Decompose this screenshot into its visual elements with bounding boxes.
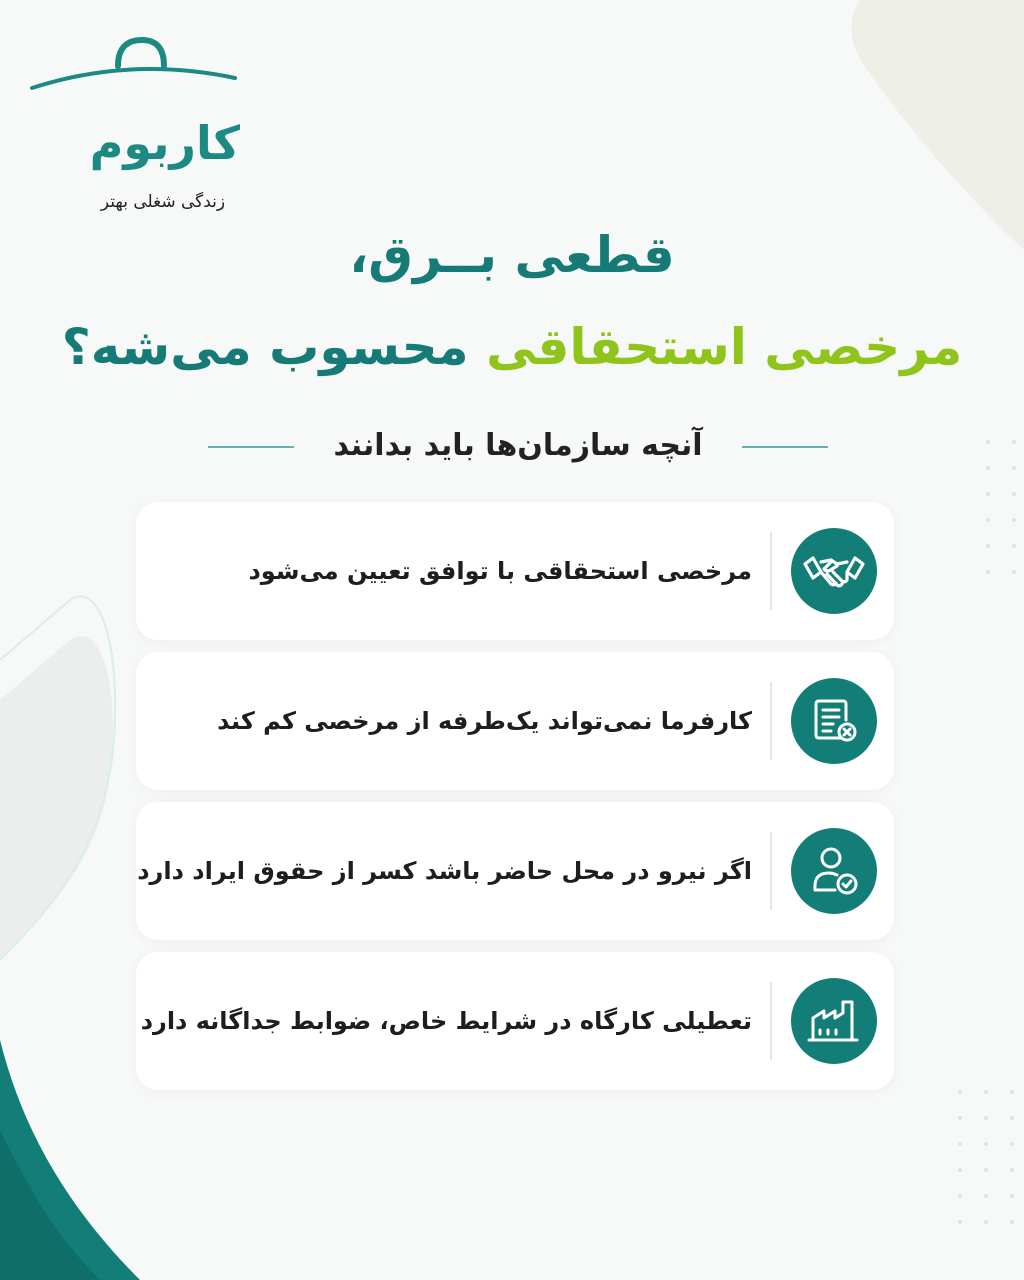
brand-name: کاربوم — [89, 116, 240, 170]
info-card — [136, 652, 894, 790]
dot-pattern — [958, 1090, 1014, 1224]
document-cancel-icon — [791, 678, 877, 764]
card-text: مرخصی استحقاقی با توافق تعیین می‌شود — [248, 557, 752, 585]
subtitle: آنچه سازمان‌ها باید بدانند — [333, 428, 703, 463]
subtitle-row — [208, 424, 828, 468]
dot-pattern — [986, 440, 1024, 574]
logo-arch-icon — [30, 36, 240, 116]
page-title-line2 — [60, 320, 964, 375]
info-card — [136, 952, 894, 1090]
card-divider — [770, 532, 772, 610]
info-card — [136, 502, 894, 640]
info-card — [136, 802, 894, 940]
brand-tagline: زندگی شغلی بهتر — [100, 192, 226, 212]
card-divider — [770, 682, 772, 760]
user-check-icon — [791, 828, 877, 914]
title-highlight: مرخصی استحقاقی — [486, 318, 963, 376]
card-text: تعطیلی کارگاه در شرایط خاص، ضوابط جداگانه دارد — [140, 1007, 752, 1035]
card-divider — [770, 832, 772, 910]
page-title-line1: قطعی بــرق، — [349, 226, 675, 284]
card-text: اگر نیرو در محل حاضر باشد کسر از حقوق ایراد دارد — [137, 857, 752, 885]
divider-line — [208, 446, 294, 448]
card-text: کارفرما نمی‌تواند یک‌طرفه از مرخصی کم کند — [217, 707, 752, 735]
title-rest: محسوب می‌شه؟ — [61, 318, 469, 376]
divider-line — [742, 446, 828, 448]
handshake-icon — [791, 528, 877, 614]
card-divider — [770, 982, 772, 1060]
factory-icon — [791, 978, 877, 1064]
brand-logo — [30, 36, 240, 212]
